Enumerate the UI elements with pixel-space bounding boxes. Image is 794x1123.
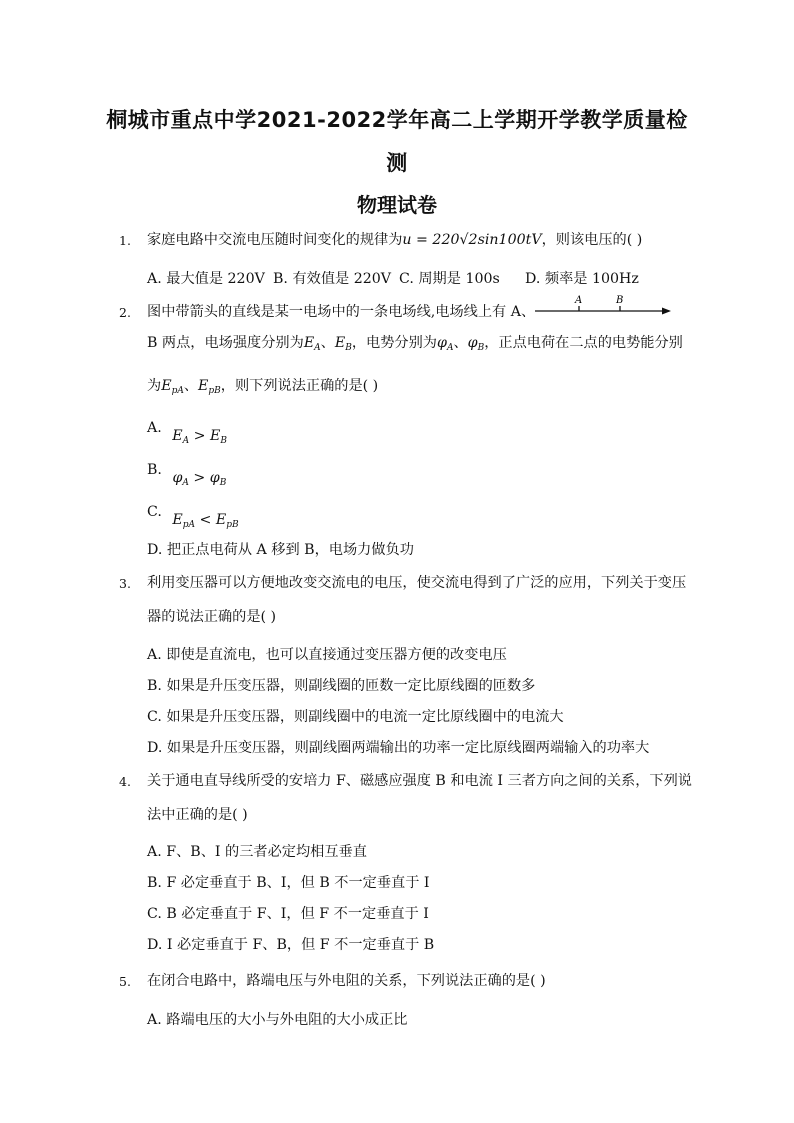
symbol-eb: E (334, 335, 346, 351)
symbol-ea-sub: A (314, 343, 321, 353)
question-2-line2-b: ，电势分别为 (351, 335, 437, 351)
option-b-sub1: A (182, 478, 189, 488)
question-5-option-a: A. 路端电压的大小与外电阻的大小成正比 (147, 1012, 408, 1028)
question-1-option-d: D. 频率是 100Hz (525, 271, 639, 287)
question-2-option-c (147, 503, 239, 530)
question-5-line1: 在闭合电路中，路端电压与外电阻的关系，下列说法正确的是( ) (147, 973, 546, 989)
option-label: C. (147, 504, 162, 520)
question-1-option-c: C. 周期是 100s (399, 271, 500, 287)
separator: 、 (453, 335, 468, 351)
option-c-math: E (172, 512, 183, 528)
option-c-sub2: pB (226, 520, 239, 530)
symbol-eb-sub: B (345, 343, 352, 353)
question-2-number: 2. (119, 305, 131, 320)
question-3-option-d: D. 如果是升压变压器，则副线圈两端输出的功率一定比原线圈两端输入的功率大 (147, 740, 650, 756)
question-1-option-a: A. 最大值是 220V (147, 271, 265, 287)
question-3-number: 3. (119, 576, 131, 591)
question-2-line1: 图中带箭头的直线是某一电场中的一条电场线,电场线上有 A、 (147, 304, 536, 320)
option-b-sub2: B (219, 478, 227, 488)
question-4-option-d: D. I 必定垂直于 F、B，但 F 不一定垂直于 B (147, 937, 435, 953)
question-1-formula: u = 220√2sin100tV (402, 232, 542, 248)
question-3-option-c: C. 如果是升压变压器，则副线圈中的电流一定比原线圈中的电流大 (147, 709, 564, 725)
symbol-phib-sub: B (477, 343, 485, 353)
question-2-line2-c: ，正点电荷在二点的电势能分别 (484, 335, 683, 351)
question-3-line1: 利用变压器可以方便地改变交流电的电压，使交流电得到了广泛的应用，下列关于变压 (147, 575, 687, 591)
question-2-line3-b: ，则下列说法正确的是( ) (220, 378, 379, 394)
question-4-option-a: A. F、B、I 的三者必定均相互垂直 (147, 844, 367, 860)
option-c-op: < E (195, 512, 227, 528)
question-2-line2 (147, 334, 683, 357)
question-2-line3 (147, 377, 378, 400)
separator: 、 (183, 378, 199, 394)
question-3-line2: 器的说法正确的是( ) (147, 609, 277, 625)
question-4-option-b: B. F 必定垂直于 B、I，但 B 不一定垂直于 I (147, 875, 430, 891)
question-4-number: 4. (119, 774, 131, 789)
question-2-line3-a: 为 (147, 378, 162, 394)
separator: 、 (320, 335, 335, 351)
exam-subtitle: 物理试卷 (357, 193, 437, 217)
symbol-epb: E (198, 378, 209, 394)
symbol-epa-sub: pA (171, 386, 184, 396)
question-4-option-c: C. B 必定垂直于 F、I，但 F 不一定垂直于 I (147, 906, 429, 922)
option-label: A. (147, 420, 162, 436)
question-2-option-b (147, 461, 227, 488)
point-a-label: A (575, 295, 583, 306)
exam-title-line2: 测 (386, 151, 408, 175)
question-2-option-a (147, 419, 228, 446)
question-1-stem-a: 家庭电路中交流电压随时间变化的规律为 (147, 232, 403, 248)
option-b-op: > φ (188, 470, 220, 486)
arrowhead-icon (662, 308, 671, 315)
question-4-line2: 法中正确的是( ) (147, 807, 248, 823)
point-b-label: B (616, 295, 624, 306)
question-1-option-b: B. 有效值是 220V (273, 271, 392, 287)
option-a-math: E (172, 428, 183, 444)
exam-title-line1: 桐城市重点中学2021-2022学年高二上学期开学教学质量检 (106, 108, 688, 132)
option-a-op: > E (189, 428, 221, 444)
symbol-epb-sub: pB (208, 386, 221, 396)
question-3-option-b: B. 如果是升压变压器，则副线圈的匝数一定比原线圈的匝数多 (147, 678, 536, 694)
question-1-stem-b: ，则该电压的( ) (541, 232, 643, 248)
symbol-ea: E (303, 335, 315, 351)
symbol-epa: E (161, 378, 172, 394)
option-a-sub1: A (182, 436, 190, 446)
option-a-sub2: B (220, 436, 228, 446)
electric-field-line-diagram (533, 292, 673, 318)
question-4-line1: 关于通电直导线所受的安培力 F、磁感应强度 B 和电流 I 三者方向之间的关系，下列说 (147, 773, 692, 789)
symbol-phia: φ (437, 335, 447, 351)
option-b-math: φ (172, 470, 183, 486)
option-label: B. (147, 462, 162, 478)
symbol-phia-sub: A (446, 343, 454, 353)
question-3-option-a: A. 即使是直流电，也可以直接通过变压器方便的改变电压 (147, 647, 507, 663)
question-5-number: 5. (119, 974, 131, 989)
symbol-phib: φ (467, 335, 478, 351)
question-2-line2-a: B 两点，电场强度分别为 (147, 335, 304, 351)
option-c-sub1: pA (182, 520, 195, 530)
question-1-stem (147, 231, 642, 249)
question-2-option-d: D. 把正点电荷从 A 移到 B，电场力做负功 (147, 542, 414, 558)
question-1-number: 1. (119, 233, 131, 248)
